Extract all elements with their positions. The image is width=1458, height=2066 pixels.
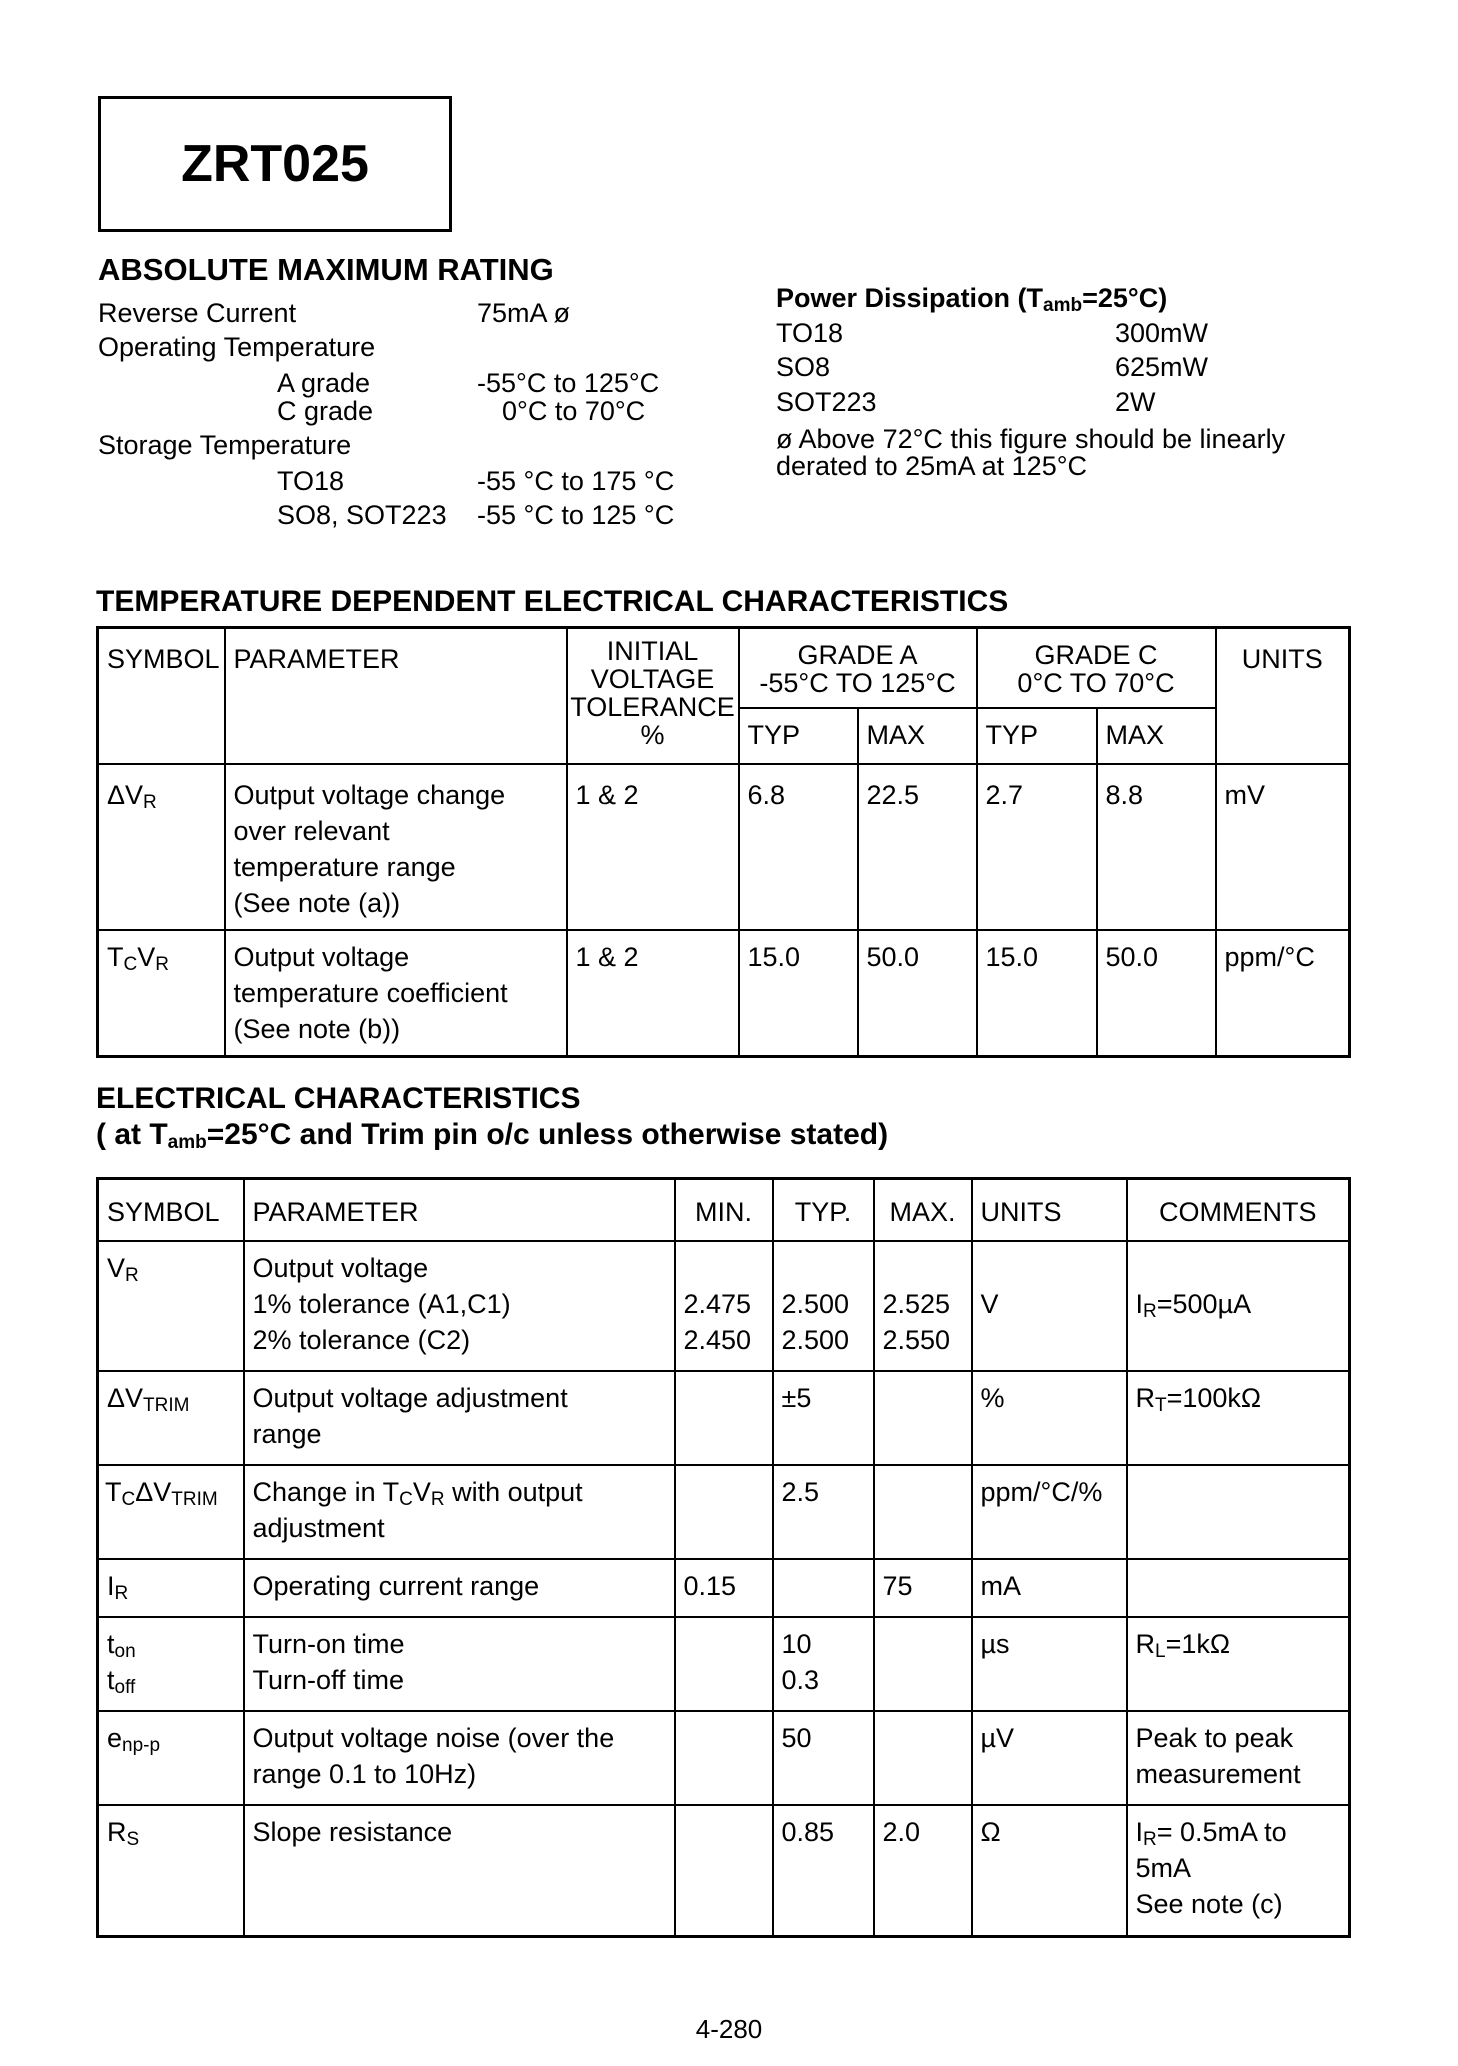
row1-symbol: $\Delta V_R$ <box>98 764 225 930</box>
r3-typ: 2.5 <box>773 1465 874 1559</box>
r1-max: 2.525 2.550 <box>874 1241 972 1371</box>
op-temp-label: Operating Temperature <box>98 332 376 362</box>
r5-min <box>675 1617 773 1711</box>
r7-typ: 0.85 <box>773 1805 874 1937</box>
col-units: UNITS <box>1216 628 1350 764</box>
r3-symbol: $T_C\Delta V_{TRIM}$ <box>98 1465 244 1559</box>
row2-c-typ: 15.0 <box>977 930 1097 1057</box>
r4-units: mA <box>972 1559 1127 1617</box>
table-row <box>98 1465 1350 1559</box>
r5-parameter: Turn-on time Turn-off time <box>244 1617 675 1711</box>
r3-parameter: Change in $T_CV_R$ with output adjustment <box>244 1465 675 1559</box>
so8-label: SO8, SOT223 <box>277 500 447 530</box>
temp-table-title: TEMPERATURE DEPENDENT ELECTRICAL CHARACTERISTICS <box>96 585 1009 618</box>
r7-comments: $I_R= 0.5mA$ to 5mA See note (c) <box>1127 1805 1350 1937</box>
hdr-min: MIN. <box>675 1179 773 1241</box>
r7-min <box>675 1805 773 1937</box>
r7-units: Ω <box>972 1805 1127 1937</box>
r5-max <box>874 1617 972 1711</box>
r4-symbol: $I_R$ <box>98 1559 244 1617</box>
row1-a-typ: 6.8 <box>739 764 858 930</box>
row1-c-typ: 2.7 <box>977 764 1097 930</box>
r3-units: ppm/°C/% <box>972 1465 1127 1559</box>
r2-parameter: Output voltage adjustment range <box>244 1371 675 1465</box>
col-grade-a: GRADE A -55°C TO 125°C <box>739 628 977 708</box>
r4-parameter: Operating current range <box>244 1559 675 1617</box>
page-number: 4-280 <box>695 2014 763 2044</box>
r1-typ: 2.500 2.500 <box>773 1241 874 1371</box>
hdr-symbol: SYMBOL <box>98 1179 244 1241</box>
r2-symbol: $\Delta V_{TRIM}$ <box>98 1371 244 1465</box>
col-tolerance: INITIAL VOLTAGE TOLERANCE % <box>567 628 739 764</box>
power-value-sot223: 2W <box>1115 387 1156 417</box>
r1-comments: $I_R=500\mu A$ <box>1127 1241 1350 1371</box>
r1-min: 2.475 2.450 <box>675 1241 773 1371</box>
power-note-line1: ø Above 72°C this figure should be linearly <box>776 424 1286 454</box>
part-number-box <box>98 96 452 232</box>
table-row <box>98 1371 1350 1465</box>
r5-comments: $R_L=1k\Omega$ <box>1127 1617 1350 1711</box>
c-grade-value: 0°C to 70°C <box>502 396 646 426</box>
r6-units: µV <box>972 1711 1127 1805</box>
col-grade-c-typ: TYP <box>977 708 1097 764</box>
part-number: ZRT025 <box>181 135 369 193</box>
r4-comments <box>1127 1559 1350 1617</box>
hdr-units: UNITS <box>972 1179 1127 1241</box>
r6-typ: 50 <box>773 1711 874 1805</box>
r3-min <box>675 1465 773 1559</box>
r6-min <box>675 1711 773 1805</box>
row1-units: mV <box>1216 764 1350 930</box>
r5-units: µs <box>972 1617 1127 1711</box>
row1-a-max: 22.5 <box>858 764 977 930</box>
elec-subtitle: ( at $T_{amb}=25^\circ C$ and Trim pin o/c unless otherwise stated) <box>96 1118 889 1153</box>
r5-symbol: $t_{on}$ $t_{off}$ <box>98 1617 244 1711</box>
row2-a-typ: 15.0 <box>739 930 858 1057</box>
c-grade-label: C grade <box>277 396 374 426</box>
r2-units: % <box>972 1371 1127 1465</box>
col-grade-c: GRADE C 0°C TO 70°C <box>977 628 1216 708</box>
electrical-characteristics-table <box>96 1177 1351 1938</box>
r6-max <box>874 1711 972 1805</box>
row1-c-max: 8.8 <box>1097 764 1216 930</box>
r5-typ: 10 0.3 <box>773 1617 874 1711</box>
r3-max <box>874 1465 972 1559</box>
col-grade-a-typ: TYP <box>739 708 858 764</box>
row2-tolerance: 1 & 2 <box>567 930 739 1057</box>
r2-typ: ±5 <box>773 1371 874 1465</box>
table-row <box>98 1711 1350 1805</box>
col-symbol: SYMBOL <box>98 628 225 764</box>
r4-typ <box>773 1559 874 1617</box>
table-row <box>98 1241 1350 1371</box>
r7-parameter: Slope resistance <box>244 1805 675 1937</box>
r1-symbol: $V_R$ <box>98 1241 244 1371</box>
hdr-typ: TYP. <box>773 1179 874 1241</box>
r6-parameter: Output voltage noise (over the range 0.1 to 10Hz) <box>244 1711 675 1805</box>
row1-tolerance: 1 & 2 <box>567 764 739 930</box>
temp-characteristics-table <box>96 626 1351 1058</box>
power-value-so8: 625mW <box>1115 352 1209 382</box>
table-row <box>98 1617 1350 1711</box>
row2-a-max: 50.0 <box>858 930 977 1057</box>
row2-symbol: $T_CV_R$ <box>98 930 225 1057</box>
row2-parameter: Output voltage temperature coefficient (See note (b)) <box>225 930 567 1057</box>
r7-symbol: $R_S$ <box>98 1805 244 1937</box>
col-grade-a-max: MAX <box>858 708 977 764</box>
r2-max <box>874 1371 972 1465</box>
power-pkg-so8: SO8 <box>776 352 831 382</box>
r4-min: 0.15 <box>675 1559 773 1617</box>
so8-value: -55 °C to 125 °C <box>477 500 675 530</box>
hdr-parameter: PARAMETER <box>244 1179 675 1241</box>
a-grade-value: -55°C to 125°C <box>477 368 660 398</box>
power-pkg-sot223: SOT223 <box>776 387 877 417</box>
r6-symbol: $e_{np-p}$ <box>98 1711 244 1805</box>
power-note-line2: derated to 25mA at 125°C <box>776 451 1088 481</box>
row2-c-max: 50.0 <box>1097 930 1216 1057</box>
table-row <box>98 1559 1350 1617</box>
reverse-current-value: 75mA ø <box>477 298 571 328</box>
r1-units: V <box>972 1241 1127 1371</box>
r6-comments: Peak to peak measurement <box>1127 1711 1350 1805</box>
r1-parameter: Output voltage 1% tolerance (A1,C1) 2% tolerance (C2) <box>244 1241 675 1371</box>
to18-value: -55 °C to 175 °C <box>477 466 675 496</box>
elec-title: ELECTRICAL CHARACTERISTICS <box>96 1082 581 1115</box>
row2-units: ppm/°C <box>1216 930 1350 1057</box>
hdr-max: MAX. <box>874 1179 972 1241</box>
row1-parameter: Output voltage change over relevant temperature range (See note (a)) <box>225 764 567 930</box>
power-pkg-to18: TO18 <box>776 318 844 348</box>
table-row <box>98 1805 1350 1937</box>
r3-comments <box>1127 1465 1350 1559</box>
storage-label: Storage Temperature <box>98 430 352 460</box>
r2-min <box>675 1371 773 1465</box>
reverse-current-label: Reverse Current <box>98 298 297 328</box>
r7-max: 2.0 <box>874 1805 972 1937</box>
power-title: Power Dissipation $(T_{amb}=25^\circ C)$ <box>776 283 1168 316</box>
hdr-comments: COMMENTS <box>1127 1179 1350 1241</box>
abs-max-title: ABSOLUTE MAXIMUM RATING <box>98 252 554 287</box>
col-parameter: PARAMETER <box>225 628 567 764</box>
power-value-to18: 300mW <box>1115 318 1209 348</box>
a-grade-label: A grade <box>277 368 371 398</box>
r2-comments: $R_T=100k\Omega$ <box>1127 1371 1350 1465</box>
to18-label: TO18 <box>277 466 345 496</box>
col-grade-c-max: MAX <box>1097 708 1216 764</box>
table-row <box>98 764 1350 930</box>
r4-max: 75 <box>874 1559 972 1617</box>
table-row <box>98 930 1350 1057</box>
